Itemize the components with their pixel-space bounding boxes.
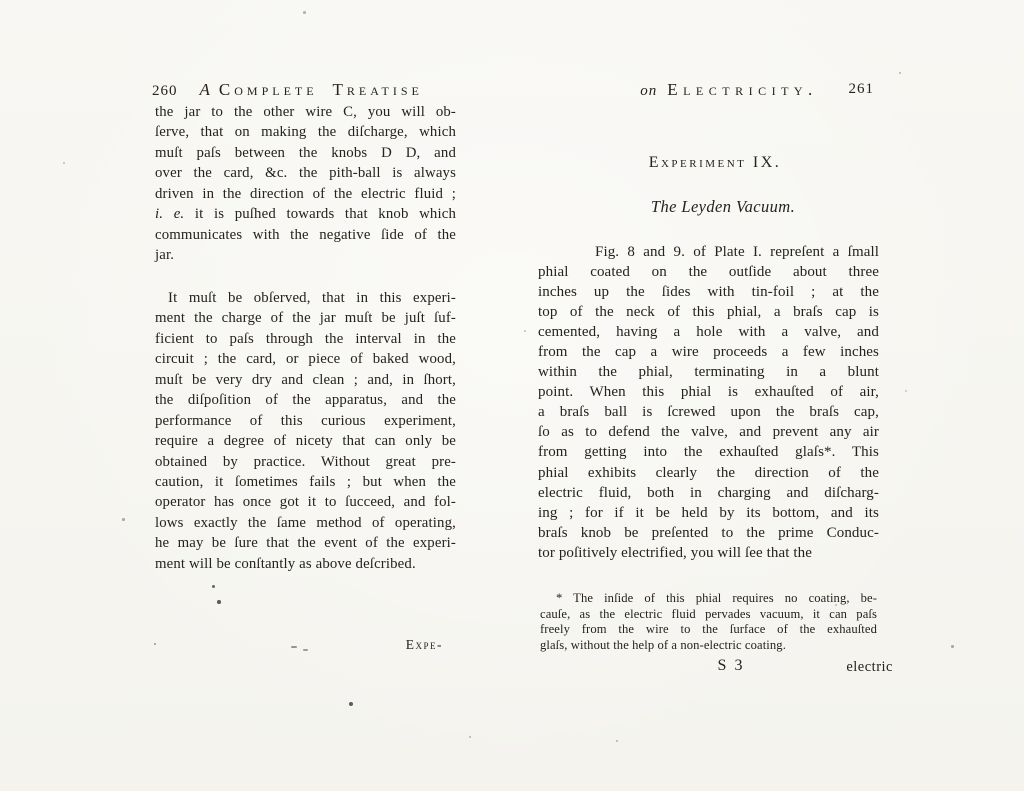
right-running-title-text: Electricity. — [667, 80, 818, 99]
experiment-subheading: The Leyden Vacuum. — [650, 197, 796, 216]
right-running-title-lead: on — [640, 83, 658, 99]
ink-speck — [951, 645, 954, 648]
left-page-header — [152, 80, 458, 100]
experiment-heading: Experiment IX. — [648, 154, 782, 171]
ink-speck — [217, 600, 221, 604]
ink-speck — [63, 162, 65, 164]
right-page-number: 261 — [848, 81, 874, 97]
ink-speck — [524, 330, 526, 332]
signature-mark: S 3 — [717, 657, 745, 674]
ink-speck — [349, 702, 353, 706]
left-body-paragraph-2: It muſt be obſerved, that in this experi- ment the charge of the jar muſt be juſt ſuf- ficient to paſs through the interval in the circuit ; the card, or piece of baked wood, muſt be very dry and clean ; and, in ſhort, the diſpoſition of the apparatus, and the performance of this curious experiment, require a degree of nicety that can only be obtained by practice. Without great pre- caution, it ſometimes fails ; but when the operator has once got it to ſucceed, and fol- lows exactly the ſame method of operating, he may be ſure that the event of the experi- ment will be conſtantly as above deſcribed. — [155, 290, 456, 572]
running-title-text: Complete Treatiſe — [218, 80, 423, 99]
left-page-number: 260 — [152, 83, 178, 99]
running-title-lead-word: A — [199, 80, 210, 99]
ink-speck — [291, 646, 297, 648]
ink-speck — [122, 518, 125, 521]
left-page-catchword: Expe- — [405, 637, 443, 652]
ink-speck — [616, 740, 618, 742]
ink-speck — [835, 604, 837, 606]
ink-speck — [899, 72, 901, 74]
right-page-header — [538, 80, 878, 100]
ink-speck — [154, 643, 156, 645]
ink-speck — [905, 390, 907, 392]
footnote: * The inſide of this phial requires no coating, be- cauſe, as the electric fluid pervades vacuum, it can paſs freely from the wire to the ſurface of the exhauſted glaſs, without the help of a non-electric coating. — [540, 591, 877, 652]
right-page-catchword: electric — [846, 659, 893, 675]
right-body-paragraph: Fig. 8 and 9. of Plate I. repreſent a ſmall phial coated on the outſide about three inches up the ſides with tin-foil ; at the top of the neck of this phial, a braſs cap is cemented, having a hole with a valve, and from the cap a wire proceeds a few inches within the phial, terminating in a blunt point. When this phial is exhauſted of air, a braſs ball is ſcrewed upon the braſs cap, ſo as to defend the valve, and prevent any air from getting into the exhauſted glaſs*. This phial exhibits clearly the direction of the electric fluid, both in charging and diſcharg- ing ; for if it be held by its bottom, and its braſs knob be preſented to the prime Conduc- tor poſitively electrified, you will ſee that the — [538, 244, 879, 561]
ink-speck — [212, 585, 215, 588]
ink-speck — [303, 11, 306, 14]
book-running-title — [200, 80, 423, 100]
ink-speck — [303, 649, 308, 651]
left-body-paragraph-1: the jar to the other wire C, you will ob- ſerve, that on making the diſcharge, which muſt paſs between the knobs D D, and over the card, &c. the pith-ball is always driven in the direction of the electric fluid ; i. e. it is puſhed towards that knob which communicates with the negative ſide of the jar. — [155, 104, 456, 264]
ink-speck — [469, 736, 471, 738]
right-running-title — [538, 80, 878, 100]
